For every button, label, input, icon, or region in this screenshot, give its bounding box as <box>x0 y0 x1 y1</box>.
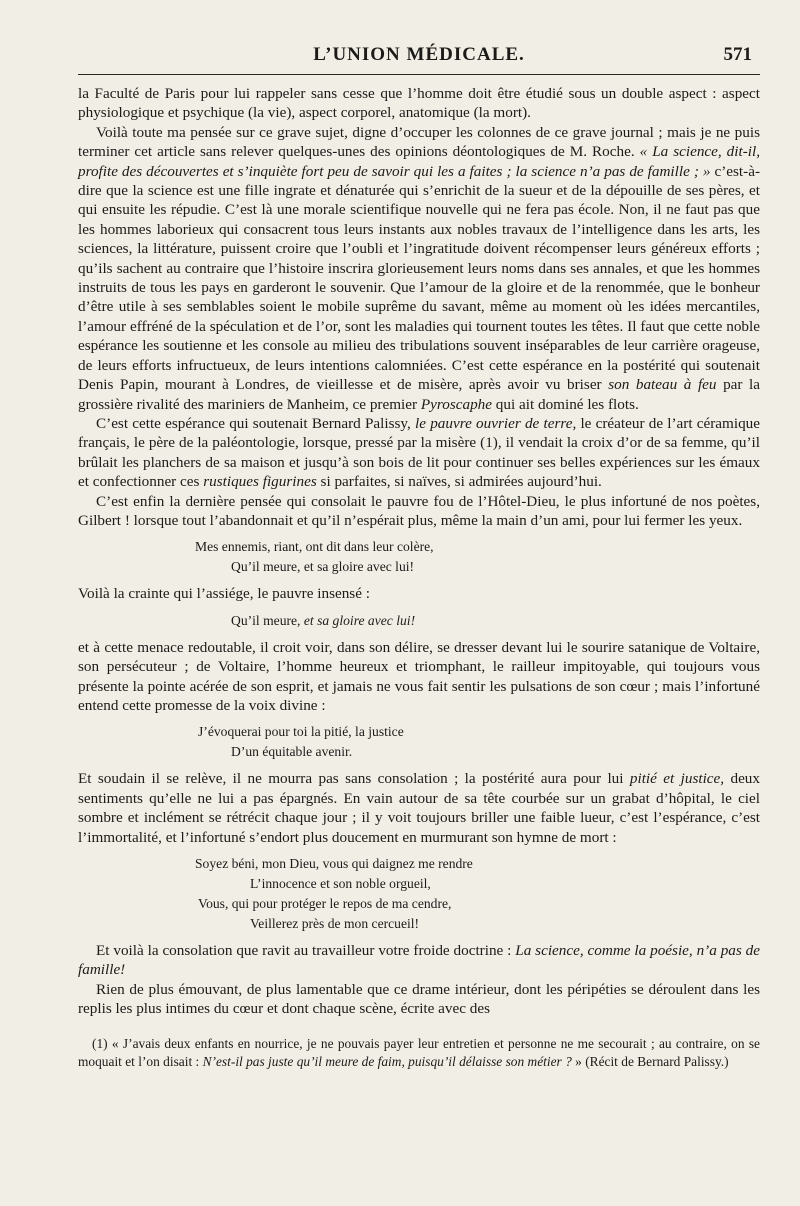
footnote-italic: N’est-il pas juste qu’il meure de faim, puisqu’il délaisse son métier ? <box>202 1053 572 1069</box>
verse-block <box>78 537 760 577</box>
verse-line: Veillerez près de mon cercueil! <box>250 916 420 931</box>
verse-block <box>78 611 760 631</box>
italic-phrase: La science, comme la poésie, n’a pas de famille! <box>78 942 760 979</box>
verse-line: L’innocence et son noble orgueil, <box>250 876 431 891</box>
paragraph: Voilà la crainte qui l’assiége, le pauvre insensé : <box>78 585 370 603</box>
paragraph-text: par la grossière rivalité des mariniers de Manheim, ce premier <box>78 376 760 413</box>
paragraph-text: C’est cette espérance qui soutenait Bernard Palissy, <box>96 414 411 432</box>
footnote-text: (1) « J’avais deux enfants en nourrice, je ne pouvais payer leur entretien et personne ne me secourait ; au contraire, on se moquait et l’on disait : <box>78 1035 760 1069</box>
paragraph-text: C’est là une morale scientifique nouvelle qui ne fera pas école. Non, il ne faut pas que les hommes laborieux qui consacrent tous leurs instants aux nobles travaux de l’intelligence dans les arts, les sciences, la littérature, puissent croire que l’oubli et l’ingratitude doivent récompenser leurs généreux efforts ; qu’ils sachent au contraire que l’histoire inscrira glorieusement leurs noms dans ses annales, et que les hommes instruits de tous les pays en garderont le souvenir. Que l’amour de la gloire et de la renommée, que le bonheur d’être utile à ses semblables soient le mobile suprême du savant, même au moment où les idées mercantiles, l’amour effréné de la spéculation et de l’or, sont les maladies qui tournent toutes les têtes. Il faut que cette noble espérance les soutienne et les console au milieu des tribulations souvent inséparables de leur carrière orageuse, de leurs efforts infructueux, de leurs intentions calomniées. C’est cette espérance en la postérité qui soutenait Denis Papin, mourant à Londres, de vieillesse et de misère, après avoir vu briser <box>78 201 760 394</box>
paragraph: et à cette menace redoutable, il croit voir, dans son délire, se dresser devant lui le sourire satanique de Voltaire, son persécuteur ; de Voltaire, l’homme heureux et triomphant, le railleur impitoyable, qui toujours vous présente la pointe acérée de son esprit, et jamais ne vous fait sentir les pulsations de son cœur ; mais l’infortuné entend cette promesse de la voix divine : <box>78 638 760 714</box>
paragraph <box>78 769 760 847</box>
verse-line: J’évoquerai pour toi la pitié, la justice <box>198 724 404 740</box>
running-head: L’UNION MÉDICALE. <box>313 44 525 65</box>
footnote <box>78 1035 760 1071</box>
verse-line: Vous, qui pour protéger le repos de ma cendre, <box>198 896 452 911</box>
paragraph-text: Voilà toute ma pensée sur ce grave sujet, digne d’occuper les colonnes de ce grave journal ; mais je ne puis terminer cet article sans relever quelques-unes des opinions déontologiques de M. Roche. <box>78 123 760 161</box>
paragraph <box>78 123 760 414</box>
paragraph-text: Et soudain il se relève, il ne mourra pas sans consolation ; la postérité aura pour lui <box>78 770 624 788</box>
verse-text: Qu’il meure, <box>231 612 304 628</box>
article-body <box>78 84 760 1071</box>
page-header <box>78 40 760 70</box>
paragraph: C’est enfin la dernière pensée qui consolait le pauvre fou de l’Hôtel-Dieu, le plus infortuné de nos poètes, Gilbert ! lorsque tout l’abandonnait et qu’il n’espérait plus, même la main d’un ami, pour lui fermer les yeux. <box>78 492 760 529</box>
paragraph <box>78 414 760 492</box>
verse-line: D’un équitable avenir. <box>231 744 353 760</box>
italic-phrase: Pyroscaphe <box>420 395 492 413</box>
italic-phrase: le pauvre ouvrier de terre, <box>415 414 577 432</box>
verse-italic: et sa gloire avec lui! <box>303 612 416 628</box>
verse-line <box>78 611 760 631</box>
italic-phrase: rustiques figurines <box>203 473 317 491</box>
page-number: 571 <box>723 44 752 65</box>
italic-phrase: pitié et justice, <box>629 770 725 788</box>
verse-line: Soyez béni, mon Dieu, vous qui daignez me rendre <box>195 856 473 871</box>
paragraph-text: le créateur de l’art céramique français, le père de la paléontologie, lorsque, pressé par la misère (1), il vendait la croix d’or de sa femme, qu’il brûlait les planchers de sa maison et jusqu’à son bois de lit pour continuer ses belles expériences sur les émaux et confectionner ces <box>78 414 761 491</box>
verse-line: Mes ennemis, riant, ont dit dans leur colère, <box>195 539 434 555</box>
paragraph-text: c’est-à-dire que la science est une fille ingrate et dénaturée qui s’enrichit de la sueur et de la dépouille de ses pères, et qui ensuite les répudie. <box>78 162 761 219</box>
italic-phrase: son bateau à feu <box>608 376 717 394</box>
verse-block <box>78 722 760 762</box>
paragraph-text: qui ait dominé les flots. <box>492 395 639 413</box>
paragraph-text: si parfaites, si naïves, si admirées aujourd’hui. <box>316 473 602 491</box>
paragraph: Rien de plus émouvant, de plus lamentable que ce drame intérieur, dont les péripéties se déroulent dans les replis les plus intimes du cœur et dont chaque scène, écrite avec des <box>78 980 760 1018</box>
paragraph-text: deux sentiments qu’elle ne lui a pas épargnés. En vain autour de sa tête courbée sur un grabat d’hôpital, le ciel sombre et inclément se rétrécit chaque jour ; il y voit toujours briller une faible lueur, c’est l’espérance, c’est l’immortalité, et l’infortuné s’endort plus doucement en murmurant son hymne de mort : <box>78 770 760 846</box>
footnote-text: » (Récit de Bernard Palissy.) <box>571 1053 729 1069</box>
paragraph-text: Et voilà la consolation que ravit au travailleur votre froide doctrine : <box>96 942 512 959</box>
paragraph <box>78 941 760 980</box>
header-rule <box>78 74 760 75</box>
paragraph: la Faculté de Paris pour lui rappeler sans cesse que l’homme doit être étudié sous un double aspect : aspect physiologique et psychique (la vie), aspect corporel, anatomique (la mort). <box>78 85 760 122</box>
roche-quote: « La science, dit-il, profite des découvertes et s’inquiète fort peu de savoir qui les a faites ; la science n’a pas de famille ; » <box>78 143 761 180</box>
verse-block <box>78 854 760 934</box>
verse-line: Qu’il meure, et sa gloire avec lui! <box>231 559 415 575</box>
